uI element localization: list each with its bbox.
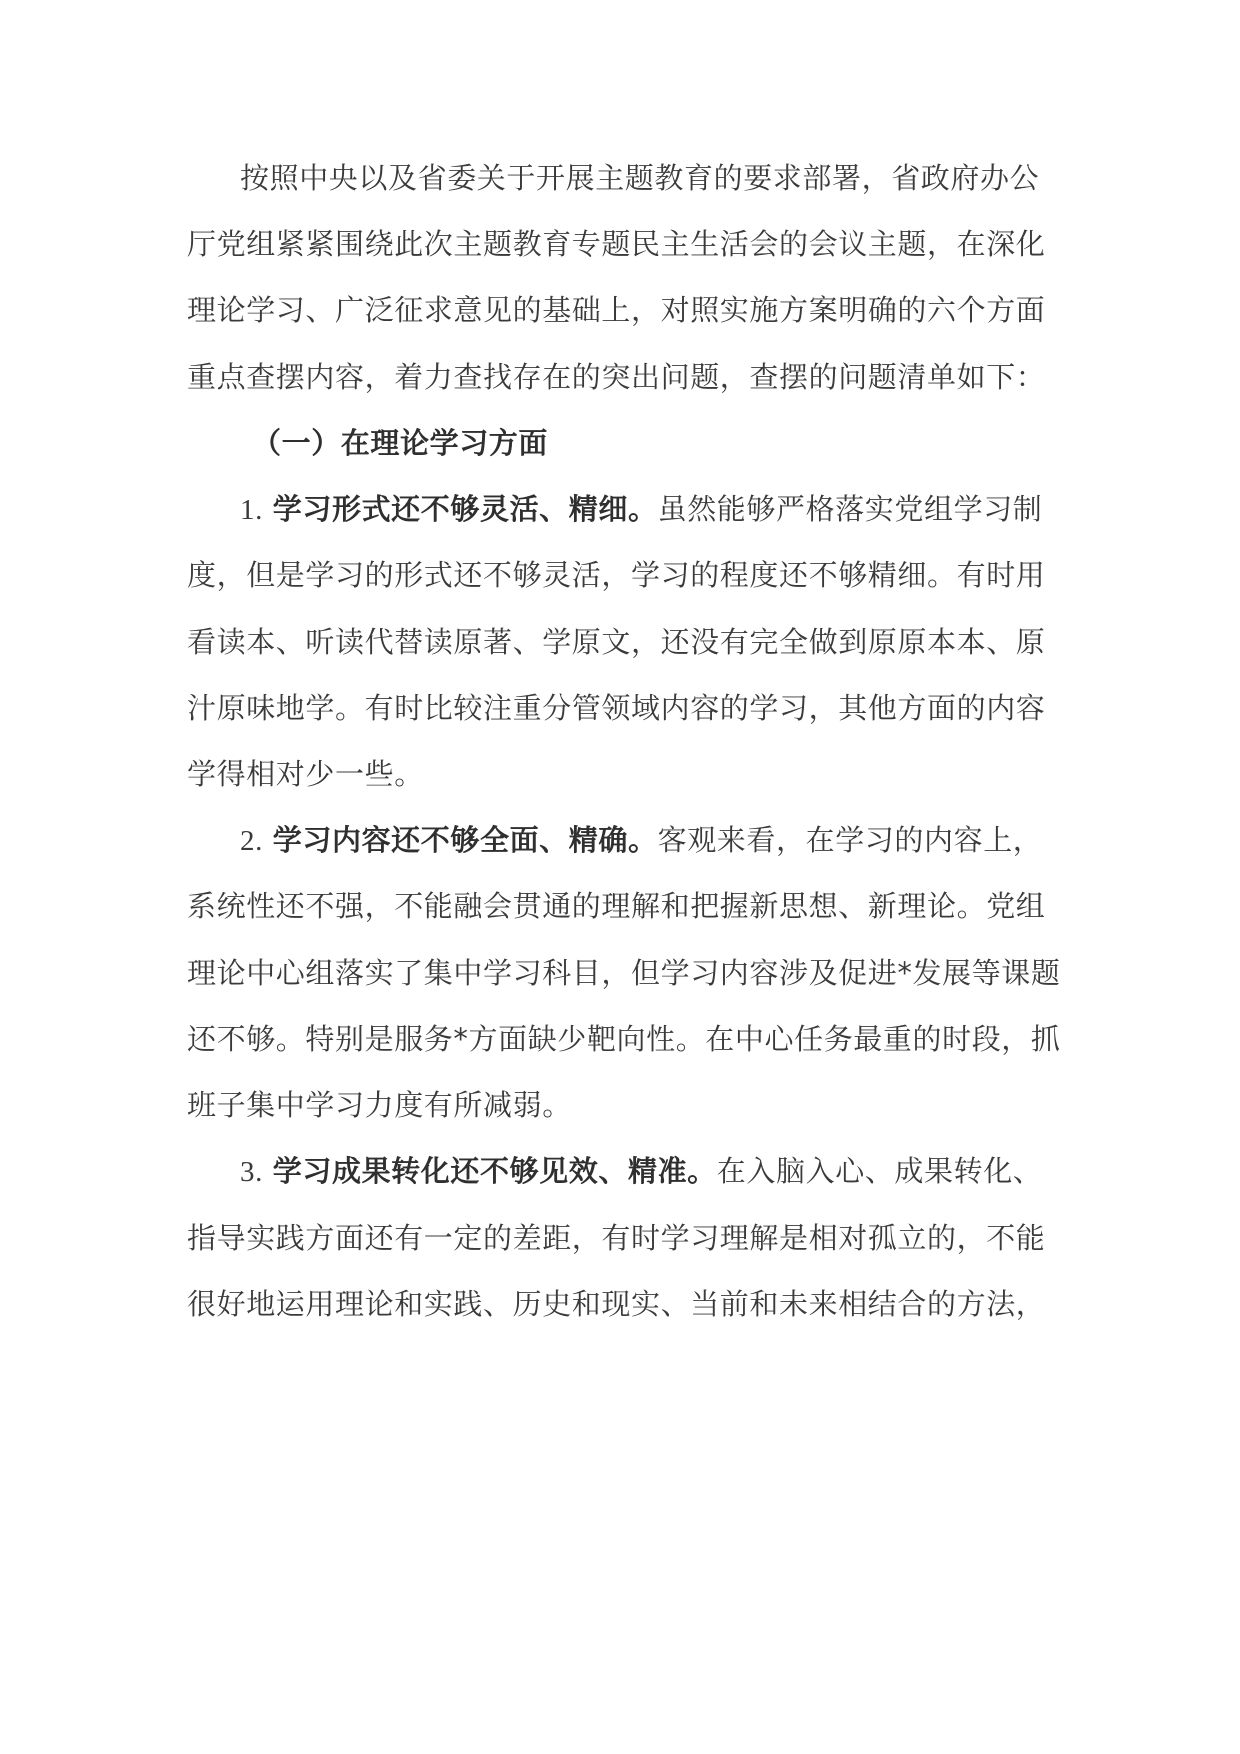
item-3-number: 3. (240, 1156, 263, 1188)
item-2-line-3: 理论中心组落实了集中学习科目，但学习内容涉及促进*发展等课题 (187, 956, 1061, 990)
item-2-line-4: 还不够。特别是服务*方面缺少靶向性。在中心任务最重的时段，抓 (187, 1022, 1061, 1056)
item-1-line-5: 学得相对少一些。 (187, 757, 424, 791)
item-1-text: 虽然能够严格落实党组学习制 (657, 492, 1043, 526)
item-3-first-line (240, 1151, 1042, 1192)
item-1-line-4: 汁原味地学。有时比较注重分管领域内容的学习，其他方面的内容 (187, 691, 1046, 725)
section-heading: （一）在理论学习方面 (252, 426, 549, 460)
intro-line-3: 理论学习、广泛征求意见的基础上，对照实施方案明确的六个方面 (187, 293, 1046, 327)
item-2-number: 2. (240, 825, 263, 857)
item-1-line-3: 看读本、听读代替读原著、学原文，还没有完全做到原原本本、原 (187, 625, 1046, 659)
item-1-first-line (240, 489, 1042, 530)
intro-line-2: 厅党组紧紧围绕此次主题教育专题民主生活会的会议主题，在深化 (187, 227, 1046, 261)
item-2-text: 客观来看，在学习的内容上， (657, 823, 1043, 857)
item-2-first-line (240, 820, 1042, 861)
item-3-text: 在入脑入心、成果转化、 (716, 1154, 1043, 1188)
item-1-title: 学习形式还不够灵活、精细。 (272, 492, 658, 526)
item-3-line-3: 很好地运用理论和实践、历史和现实、当前和未来相结合的方法， (187, 1287, 1046, 1321)
item-3-title: 学习成果转化还不够见效、精准。 (272, 1154, 717, 1188)
item-2-line-5: 班子集中学习力度有所减弱。 (187, 1088, 572, 1122)
item-2-title: 学习内容还不够全面、精确。 (272, 823, 658, 857)
item-1-line-2: 度，但是学习的形式还不够灵活，学习的程度还不够精细。有时用 (187, 558, 1046, 592)
intro-line-4: 重点查摆内容，着力查找存在的突出问题，查摆的问题清单如下： (187, 360, 1046, 394)
item-2-line-2: 系统性还不强，不能融会贯通的理解和把握新思想、新理论。党组 (187, 889, 1046, 923)
item-1-number: 1. (240, 494, 263, 526)
item-3-line-2: 指导实践方面还有一定的差距，有时学习理解是相对孤立的，不能 (187, 1221, 1046, 1255)
intro-line-1: 按照中央以及省委关于开展主题教育的要求部署，省政府办公 (240, 161, 1040, 195)
